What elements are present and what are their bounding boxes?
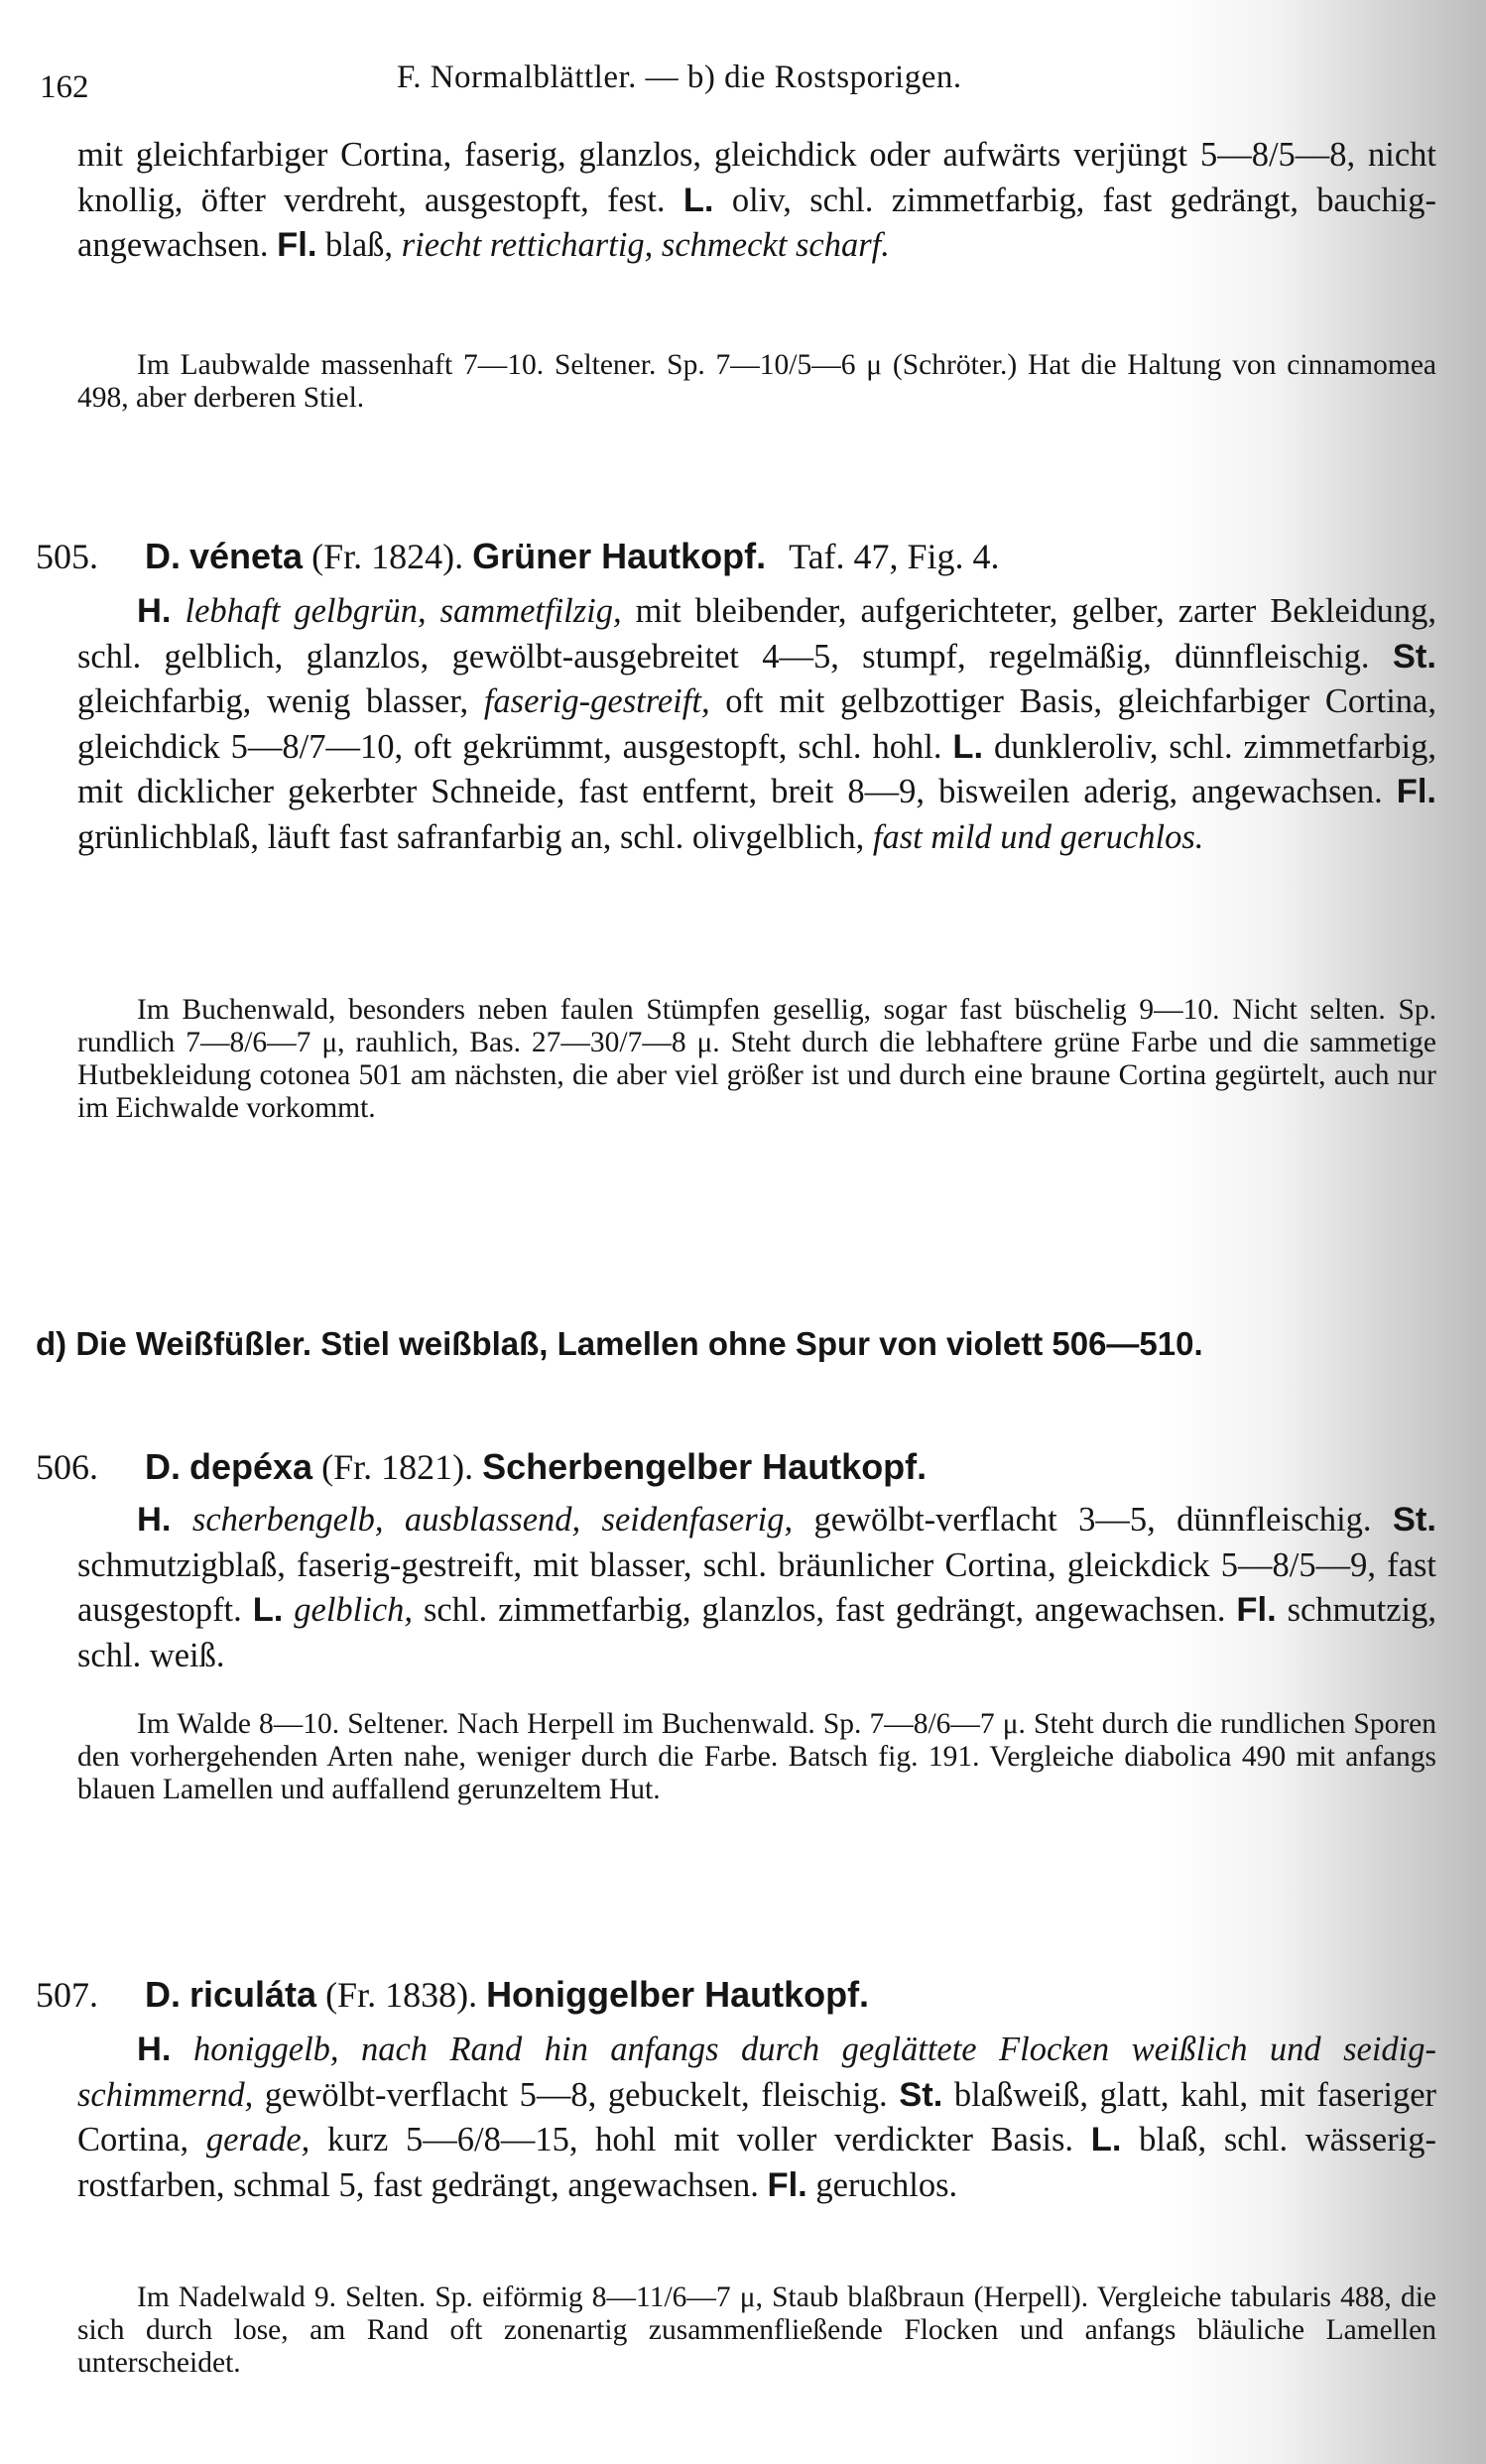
flesh-label: Fl. xyxy=(767,2165,807,2204)
lamellae-label: L. xyxy=(682,181,714,219)
genus: D. xyxy=(145,1446,181,1487)
lamellae-label: L. xyxy=(1090,2121,1122,2158)
flesh-label: Fl. xyxy=(277,226,317,264)
common-name: Scherbengelber Hautkopf. xyxy=(482,1446,928,1487)
entry-number: 506. xyxy=(36,1447,98,1487)
species-epithet: riculáta xyxy=(189,1974,317,2015)
entry-506-description: H. scherbengelb, ausblassend, seidenfaserig, gewölbt-verflacht 3—5, dünnfleischig. St. schmutzigblaß, faserig-gestreift, mit blasser, schl. bräunlicher Cortina, gleickdick 5—8/5—9, fast ausgestopft. L. gelblich, schl. zimmetfarbig, glanzlos, fast gedrängt, angewachsen. Fl. schmutzig, schl. weiß. xyxy=(77,1501,1437,1674)
entry-507-description: H. honiggelb, nach Rand hin anfangs durch geglättete Flocken weißlich und seidig-schimmernd, gewölbt-verflacht 5—8, gebuckelt, fleischig. St. blaßweiß, glatt, kahl, mit faseriger Cortina, gerade, kurz 5—6/8—15, hohl mit voller verdickter Basis. L. blaß, schl. wässerig-rostfarben, schmal 5, fast gedrängt, angewachsen. Fl. geruchlos. xyxy=(77,2031,1437,2204)
entry-505-heading xyxy=(36,536,1444,577)
lamellae-label: L. xyxy=(952,727,984,766)
flesh-label: Fl. xyxy=(1396,773,1436,810)
running-title: F. Normalblättler. — b) die Rostsporigen. xyxy=(397,60,962,95)
cap-label: H. xyxy=(137,1501,172,1539)
common-name: Honiggelber Hautkopf. xyxy=(486,1974,870,2015)
stem-label: St. xyxy=(1392,1501,1437,1539)
entry-number: 505. xyxy=(36,537,98,576)
entry-505-note: Im Buchenwald, besonders neben faulen Stümpfen gesellig, sogar fast büschelig 9—10. Nicht selten. Sp. rundlich 7—8/6—7 μ, rauhlich, Bas. 27—30/7—8 μ. Steht durch die lebhaftere grüne Farbe und die sammetige Hutbekleidung cotonea 501 am nächsten, die aber viel größer ist und durch eine braune Cortina gegürtelt, auch nur im Eichwalde vorkommt. xyxy=(77,994,1436,1124)
cap-label: H. xyxy=(137,592,172,630)
lamellae-label: L. xyxy=(252,1591,284,1629)
author-citation: (Fr. 1821). xyxy=(321,1447,474,1487)
author-citation: (Fr. 1824). xyxy=(311,537,464,576)
species-epithet: véneta xyxy=(189,536,304,576)
author-citation: (Fr. 1838). xyxy=(325,1975,478,2015)
entry-507-note: Im Nadelwald 9. Selten. Sp. eiförmig 8—11/6—7 μ, Staub blaßbraun (Herpell). Vergleiche tabularis 488, die sich durch lose, am Rand oft zonenartig zusammenfließende Flocken und anfangs bläuliche Lamellen unterscheidet. xyxy=(77,2281,1436,2379)
entry-506-note: Im Walde 8—10. Seltener. Nach Herpell im Buchenwald. Sp. 7—8/6—7 μ. Steht durch die rundlichen Sporen den vorhergehenden Arten nahe, weniger durch die Farbe. Batsch fig. 191. Vergleiche diabolica 490 mit anfangs blauen Lamellen und auffallend gerunzeltem Hut. xyxy=(77,1708,1436,1805)
stem-label: St. xyxy=(1392,637,1436,676)
plate-reference: Taf. 47, Fig. 4. xyxy=(789,537,1000,576)
entry-507-heading xyxy=(36,1974,1444,2016)
flesh-label: Fl. xyxy=(1236,1591,1277,1629)
cap-label: H. xyxy=(137,2031,172,2068)
genus: D. xyxy=(145,1974,181,2015)
continuation-note: Im Laubwalde massenhaft 7—10. Seltener. Sp. 7—10/5—6 μ (Schröter.) Hat die Haltung von cinnamomea 498, aber derberen Stiel. xyxy=(77,349,1436,414)
common-name: Grüner Hautkopf. xyxy=(472,536,767,576)
page-number: 162 xyxy=(40,69,89,105)
genus: D. xyxy=(145,536,181,576)
entry-506-heading xyxy=(36,1446,1444,1488)
species-epithet: depéxa xyxy=(189,1446,313,1487)
entry-505-description: H. lebhaft gelbgrün, sammetfilzig, mit bleibender, aufgerichteter, gelber, zarter Bekleidung, schl. gelblich, glanzlos, gewölbt-ausgebreitet 4—5, stumpf, regelmäßig, dünnfleischig. St. gleichfarbig, wenig blasser, faserig-gestreift, oft mit gelbzottiger Basis, gleichfarbiger Cortina, gleichdick 5—8/7—10, oft gekrümmt, ausgestopft, schl. hohl. L. dunkleroliv, schl. zimmetfarbig, mit dicklicher gekerbter Schneide, fast entfernt, breit 8—9, bisweilen aderig, angewachsen. Fl. grünlichblaß, läuft fast safranfarbig an, schl. olivgelblich, fast mild und geruchlos. xyxy=(77,592,1436,856)
continuation-paragraph: mit gleichfarbiger Cortina, faserig, glanzlos, gleichdick oder aufwärts verjüngt 5—8/5—8, nicht knollig, öfter verdreht, ausgestopft, fest. L. oliv, schl. zimmetfarbig, fast gedrängt, bauchig-angewachsen. Fl. blaß, riecht rettichartig, schmeckt scharf. xyxy=(77,136,1436,264)
entry-number: 507. xyxy=(36,1975,98,2015)
stem-label: St. xyxy=(899,2075,943,2114)
page-header xyxy=(0,56,1486,103)
section-heading-weissfuessler: d) Die Weißfüßler. Stiel weißblaß, Lamellen ohne Spur von violett 506—510. xyxy=(36,1325,1203,1362)
